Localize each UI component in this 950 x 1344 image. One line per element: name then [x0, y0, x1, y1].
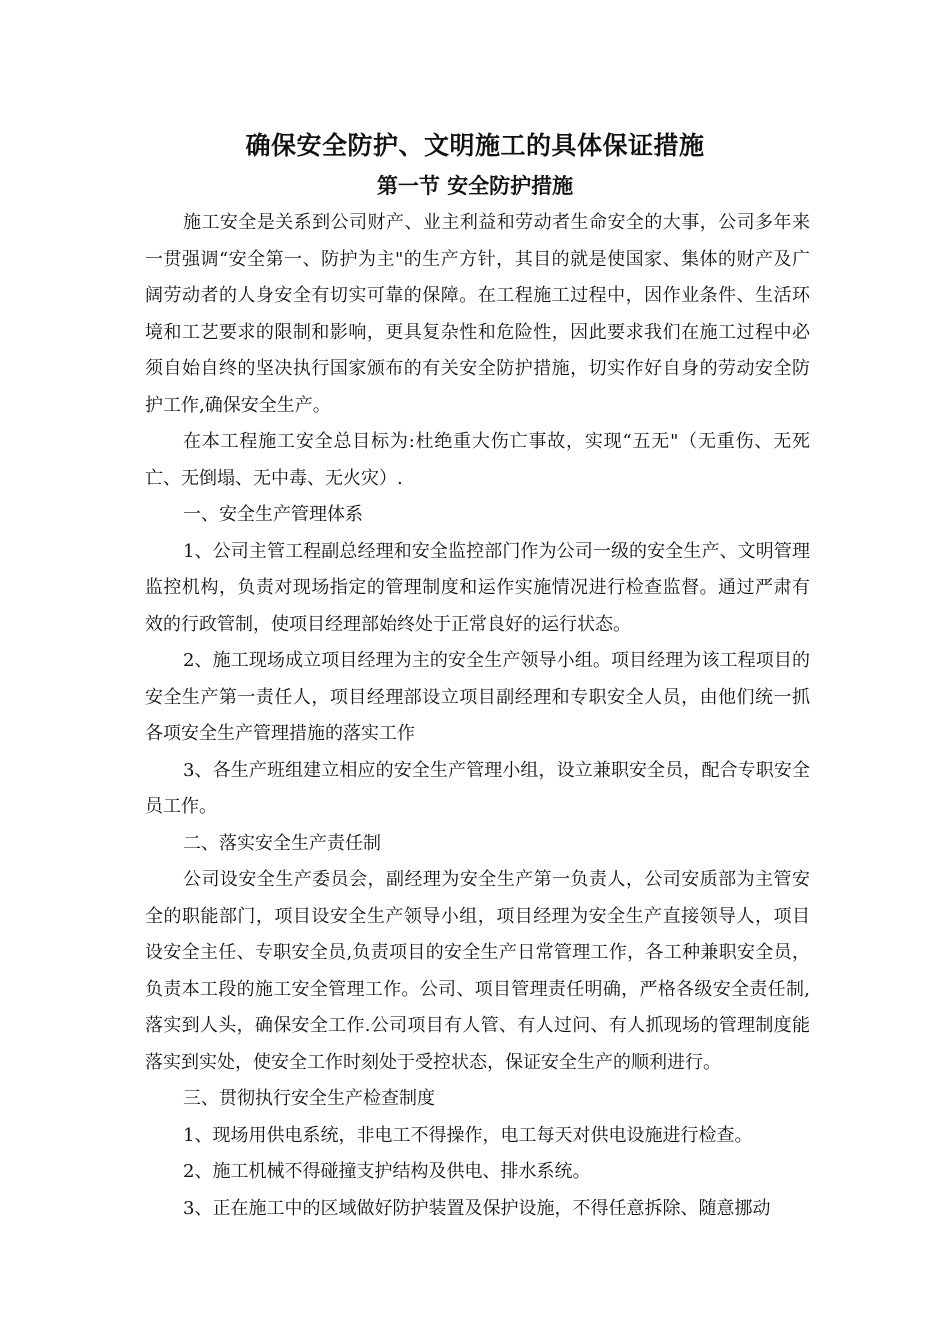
- section-heading: 第一节 安全防护措施: [376, 174, 574, 198]
- paragraph-item-2: 2、施工现场成立项目经理为主的安全生产领导小组。项目经理为该工程项目的安全生产第一责任人，项目经理部设立项目副经理和专职安全人员，由他们统一抓各项安全生产管理措施的落实工作: [145, 650, 810, 744]
- paragraph-item-3: 3、各生产班组建立相应的安全生产管理小组，设立兼职安全员，配合专职安全员工作。: [145, 759, 810, 817]
- heading-inspection: 三、贯彻执行安全生产检查制度: [183, 1088, 435, 1109]
- paragraph-inspection-2: 2、施工机械不得碰撞支护结构及供电、排水系统。: [183, 1161, 591, 1182]
- heading-responsibility: 二、落实安全生产责任制: [183, 832, 381, 854]
- document-body: [145, 205, 810, 1227]
- paragraph-inspection-1: 1、现场用供电系统，非电工不得操作，电工每天对供电设施进行检查。: [183, 1124, 753, 1146]
- paragraph-responsibility: 公司设安全生产委员会，副经理为安全生产第一负责人，公司安质部为主管安全的职能部门，项目设安全生产领导小组，项目经理为安全生产直接领导人，项目设安全主任、专职安全员,负责项目的安全生产日常管理工作，各工种兼职安全员，负责本工段的施工安全管理工作。公司、项目管理责任明确，严格各级安全责任制,落实到人头，确保安全工作.公司项目有人管、有人过问、有人抓现场的管理制度能落实到实处，使安全工作时刻处于受控状态，保证安全生产的顺利进行。: [145, 869, 810, 1073]
- document-title: 确保安全防护、文明施工的具体保证措施: [245, 131, 705, 160]
- heading-management-system: 一、安全生产管理体系: [183, 504, 363, 525]
- paragraph-item-1: 1、公司主管工程副总经理和安全监控部门作为公司一级的安全生产、文明管理监控机构，负责对现场指定的管理制度和运作实施情况进行检查监督。通过严肃有效的行政管制，使项目经理部始终处于正常良好的运行状态。: [145, 540, 810, 635]
- paragraph-inspection-3: 3、正在施工中的区域做好防护装置及保护设施，不得任意拆除、随意挪动: [183, 1197, 771, 1219]
- paragraph-goal: 在本工程施工安全总目标为:杜绝重大伤亡事故，实现“五无"（无重伤、无死亡、无倒塌、无中毒、无火灾）.: [145, 431, 810, 489]
- paragraph-intro: 施工安全是关系到公司财产、业主利益和劳动者生命安全的大事，公司多年来一贯强调“安全第一、防护为主"的生产方针，其目的就是使国家、集体的财产及广阔劳动者的人身安全有切实可靠的保障。在工程施工过程中，因作业条件、生活环境和工艺要求的限制和影响，更具复杂性和危险性，因此要求我们在施工过程中必须自始自终的坚决执行国家颁布的有关安全防护措施，切实作好自身的劳动安全防护工作,确保安全生产。: [145, 212, 810, 416]
